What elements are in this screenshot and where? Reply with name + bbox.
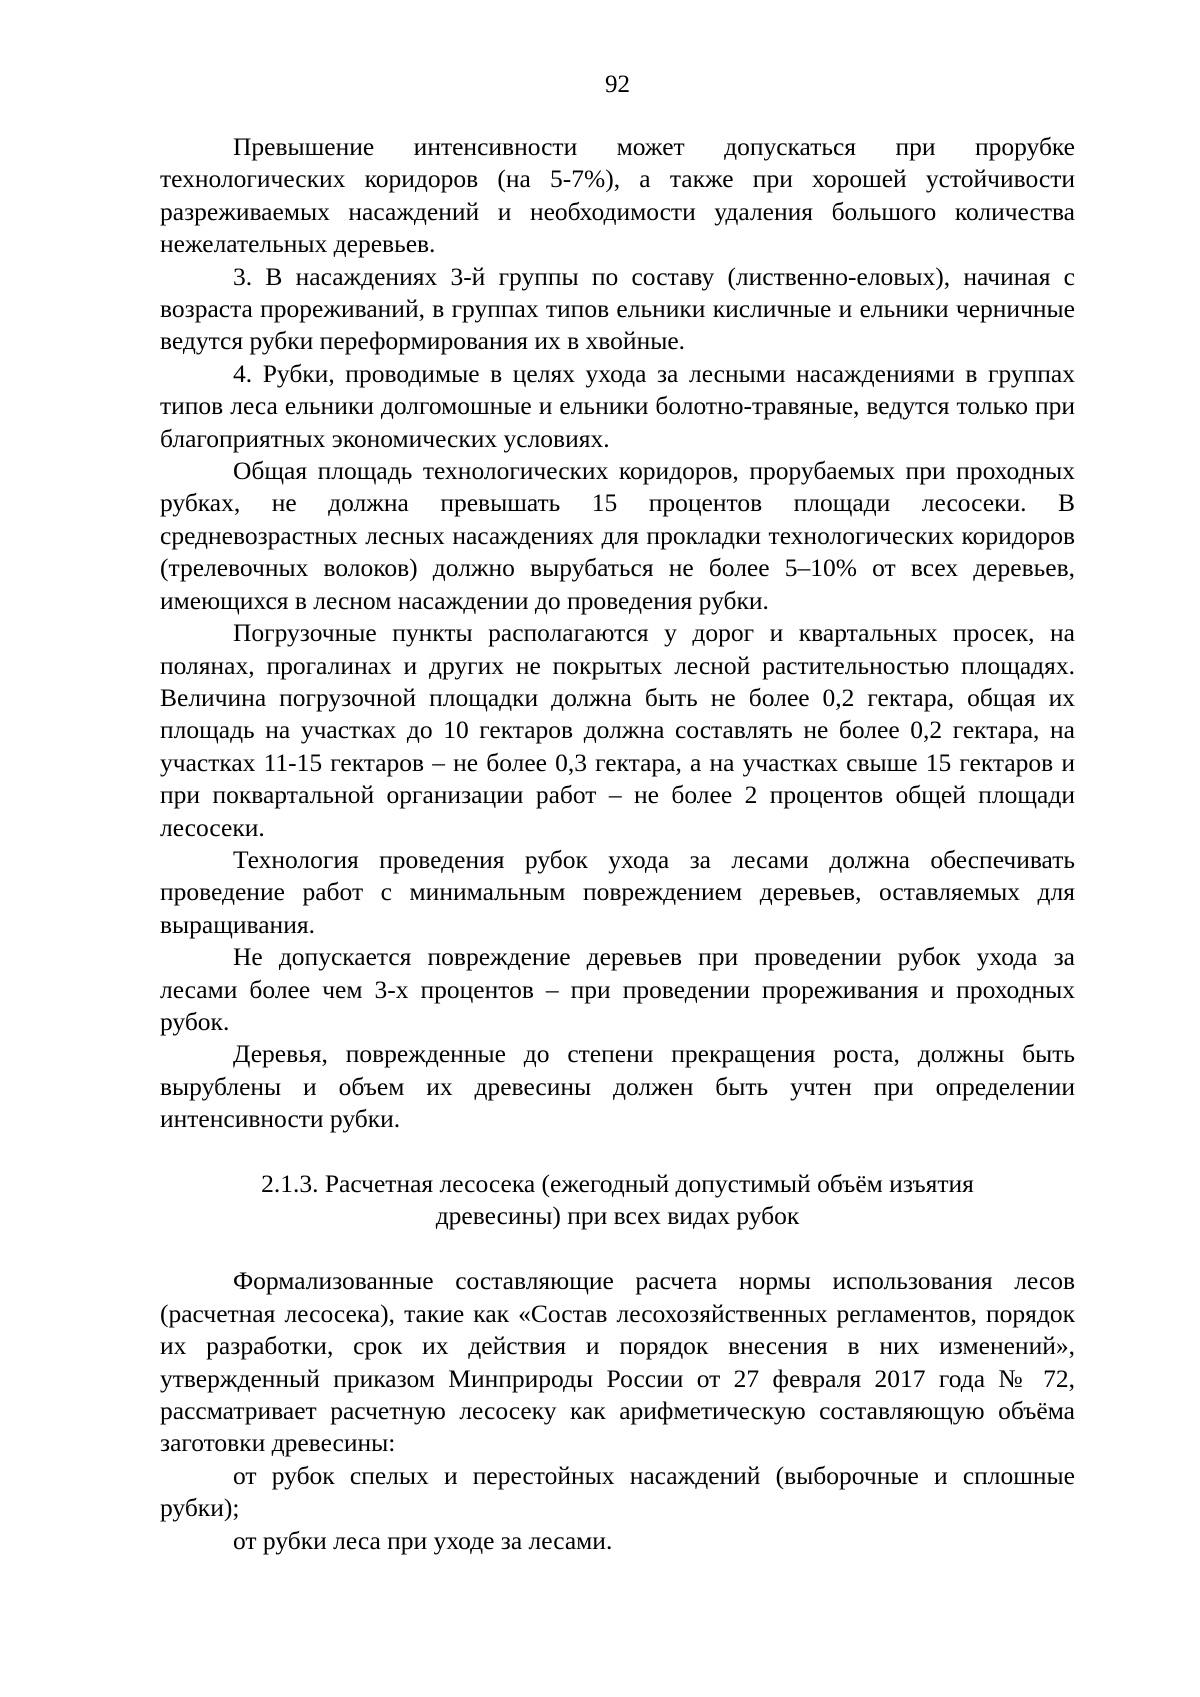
paragraph-thinning: от рубки леса при уходе за лесами. xyxy=(233,1525,613,1555)
paragraph-corridor-area: Общая площадь технологических коридоров, прорубаемых при проходных рубках, не должна превышать 15 процентов площади лесосеки. В средневозрастных лесных насаждениях для прокладки технологических коридоров (трелевочных волоков) должно вырубаться не более 5–10% от всех деревьев, имеющихся в лесном насаждении до проведения рубки. xyxy=(160,456,1075,615)
paragraph-loading-points: Погрузочные пункты располагаются у дорог и квартальных просек, на полянах, прогалинах и других не покрытых лесной растительностью площадях. Величина погрузочной площадки должна быть не более 0,2 гектара, общая их площадь на участках до 10 гектаров должна составлять не более 0,2 гектара, на участках 11-15 гектаров – не более 0,3 гектара, а на участках свыше 15 гектаров и при поквартальной организации работ – не более 2 процентов общей площади лесосеки. xyxy=(160,618,1075,842)
paragraph-item-3: 3. В насаждениях 3-й группы по составу (лиственно-еловых), начиная с возраста прореживаний, в группах типов ельники кисличные и ельники черничные ведутся рубки переформирования их в хвойные. xyxy=(160,261,1075,356)
paragraph-mature-stands: от рубок спелых и перестойных насаждений (выборочные и сплошные рубки); xyxy=(160,1460,1075,1523)
paragraph-formalized-components: Формализованные составляющие расчета нормы использования лесов (расчетная лесосека), такие как «Состав лесохозяйственных регламентов, порядок их разработки, срок их действия и порядок внесения в них изменений», утвержденный приказом Минприроды России от 27 февраля 2017 года № 72, рассматривает расчетную лесосеку как арифметическую составляющую объёма заготовки древесины: xyxy=(160,1266,1075,1458)
paragraph-technology: Технология проведения рубок ухода за лесами должна обеспечивать проведение работ с минимальным повреждением деревьев, оставляемых для выращивания. xyxy=(160,844,1075,939)
paragraph-damaged-trees: Деревья, поврежденные до степени прекращения роста, должны быть вырублены и объем их древесины должен быть учтен при определении интенсивности рубки. xyxy=(160,1039,1075,1134)
page-number: 92 xyxy=(605,71,630,98)
paragraph-damage-limit: Не допускается повреждение деревьев при проведении рубок ухода за лесами более чем 3-х процентов – при проведении прореживания и проходных рубок. xyxy=(160,942,1075,1036)
section-heading-line-2: древесины) при всех видах рубок xyxy=(435,1201,800,1230)
paragraph-intensity-excess: Превышение интенсивности может допускаться при прорубке технологических коридоров (на 5-7%), а также при хорошей устойчивости разреживаемых насаждений и необходимости удаления большого количества нежелательных деревьев. xyxy=(160,132,1075,259)
paragraph-item-4: 4. Рубки, проводимые в целях ухода за лесными насаждениями в группах типов леса ельники долгомошные и ельники болотно-травяные, ведутся только при благоприятных экономических условиях. xyxy=(160,358,1075,453)
section-heading-line-1: 2.1.3. Расчетная лесосека (ежегодный допустимый объём изъятия xyxy=(261,1168,974,1198)
section-heading xyxy=(160,1168,1075,1233)
document-body xyxy=(160,131,1075,1557)
